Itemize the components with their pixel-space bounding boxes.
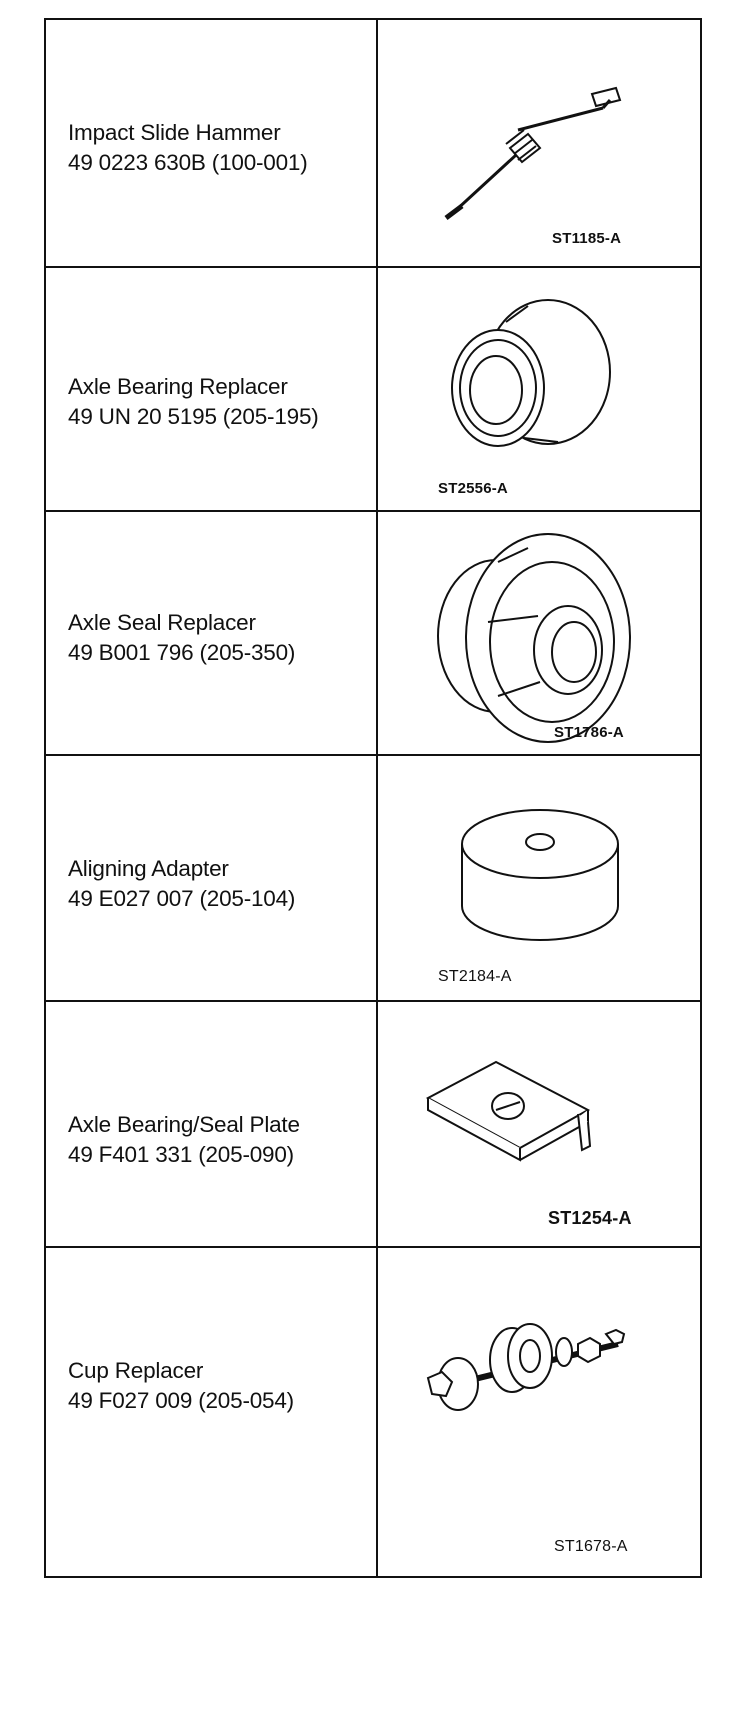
tool-row-bearing-replacer <box>46 268 700 512</box>
tool-label <box>68 372 368 432</box>
tool-part-number: 49 UN 20 5195 (205-195) <box>68 404 319 429</box>
tool-name: Cup Replacer <box>68 1358 204 1383</box>
tool-part-number: 49 B001 796 (205-350) <box>68 640 296 665</box>
tool-row-seal-plate <box>46 1002 700 1248</box>
tool-label <box>68 118 368 178</box>
special-tools-table <box>44 18 702 1578</box>
tool-name: Axle Seal Replacer <box>68 610 256 635</box>
tool-row-cup-replacer <box>46 1248 700 1576</box>
tool-label <box>68 854 368 914</box>
tool-name: Axle Bearing Replacer <box>68 374 288 399</box>
tool-illustration <box>378 1248 700 1576</box>
tool-part-number: 49 E027 007 (205-104) <box>68 886 296 911</box>
tool-illustration <box>378 20 700 268</box>
tool-name: Aligning Adapter <box>68 856 229 881</box>
tool-part-number: 49 F027 009 (205-054) <box>68 1388 294 1413</box>
tool-illustration <box>378 1002 700 1248</box>
tool-row-slide-hammer <box>46 20 700 268</box>
tool-illustration <box>378 756 700 1002</box>
figure-code: ST1786-A <box>554 724 624 741</box>
tool-illustration <box>378 512 700 756</box>
bearing-replacer-icon <box>378 268 700 512</box>
seal-plate-icon <box>378 1002 700 1248</box>
figure-code: ST2556-A <box>438 480 508 497</box>
aligning-adapter-icon <box>378 756 700 1002</box>
seal-replacer-icon <box>378 512 700 756</box>
figure-code: ST1678-A <box>554 1538 628 1555</box>
tool-illustration <box>378 268 700 512</box>
tool-label <box>68 1356 368 1416</box>
cup-replacer-icon <box>378 1248 700 1576</box>
tool-name: Axle Bearing/Seal Plate <box>68 1112 300 1137</box>
tool-row-seal-replacer <box>46 512 700 756</box>
figure-code: ST2184-A <box>438 968 512 985</box>
tool-name: Impact Slide Hammer <box>68 120 281 145</box>
tool-label <box>68 1110 368 1170</box>
slide-hammer-icon <box>378 20 700 268</box>
tool-part-number: 49 0223 630B (100-001) <box>68 150 308 175</box>
figure-code: ST1254-A <box>548 1208 632 1228</box>
tool-label <box>68 608 368 668</box>
figure-code: ST1185-A <box>552 230 622 247</box>
tool-row-aligning-adapter <box>46 756 700 1002</box>
tool-part-number: 49 F401 331 (205-090) <box>68 1142 294 1167</box>
